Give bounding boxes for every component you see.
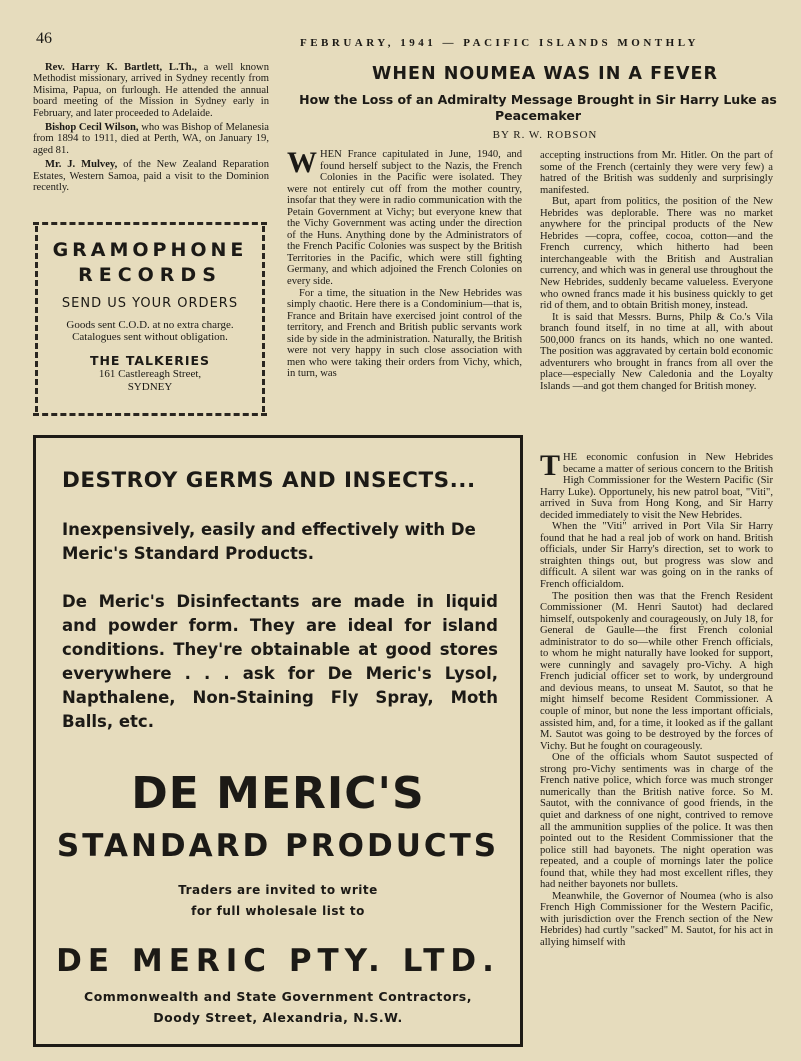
- ad-tagline: SEND US YOUR ORDERS: [61, 296, 239, 311]
- article-column-2: [540, 150, 773, 392]
- article-title: WHEN NOUMEA WAS IN A FEVER: [372, 64, 718, 84]
- ad-border-left: [35, 226, 38, 412]
- ad-headline: RECORDS: [78, 264, 222, 286]
- news-item-name: Bishop Cecil Wilson,: [45, 122, 139, 134]
- article-paragraph: WHEN France capitulated in June, 1940, and found herself subject to the Nazis, the French Colonies in the Pacific were isolated. They were not entirely cut off from the mother country, insofar that they were in radio communication with the Petain Government at Vichy; but everyone knew that the Vichy Government was acting under the direction of the Huns. Anything done by the Administrators of the French Pacific Colonies was suspect by the British Territories in the Pacific, which were still fighting Germany, and which adjoined the French Colonies on every side.: [287, 146, 522, 288]
- ad-trade-line: for full wholesale list to: [191, 904, 365, 918]
- ad-trade-line: Traders are invited to write: [178, 883, 378, 897]
- ad-company: DE MERIC PTY. LTD.: [56, 943, 500, 979]
- ad-trade-note: [36, 880, 520, 922]
- ad-body: Inexpensively, easily and effectively with De Meric's Standard Products.: [62, 520, 476, 563]
- gramophone-ad: [33, 218, 267, 420]
- article-paragraph: When the "Viti" arrived in Port Vila Sir Harry found that he had a real job of work on hand. British officials, under Sir Harry's direction, set to work to straighten things out, but progress was slow and difficult. A silent war was going on in the ranks of French officialdom.: [540, 521, 773, 591]
- news-item-text: who was Bishop of Melanesia from 1894 to 1911, died at Perth, WA, on January 19, aged 81.: [33, 122, 269, 156]
- demeric-ad: [33, 435, 523, 1047]
- article-paragraph: The position then was that the French Resident Commissioner (M. Henri Sautot) had declared himself, outspokenly and courageously, on July 18, for General de Gaulle—the first French colonial administrator to do so—while other French officials, to whom he might naturally have looked for support, were cunningly and savagely pro-Vichy. A high French judicial officer set to work, by underground and devious means, to unseat M. Sautot, so that he might himself become Resident Commissioner. A couple of minor, but none the less important officials, assisted him, and, for a time, it looked as if the gallant M. Sautot was going to be destroyed by the forces of Vichy. But he fought on courageously.: [540, 590, 773, 752]
- article-paragraph: But, apart from politics, the position of the New Hebrides was deplorable. There was no market anywhere for the principal products of the New Hebrides —copra, coffee, cocoa, cotton—and the French currency, which hitherto had been interchangeable with the British and Australian currency, and which was in general use throughout the New Hebrides, suddenly became valueless. Everyone who owned francs made it his business quickly to get rid of them, and to obtain British money, instead.: [540, 196, 773, 312]
- drop-cap: T: [540, 449, 561, 482]
- ad-brand: DE MERIC'S: [131, 768, 425, 819]
- ad-border-right: [262, 226, 265, 412]
- news-item-name: Mr. J. Mulvey,: [45, 159, 118, 171]
- news-item-text: a well known Methodist missionary, arrived in Sydney recently from Misima, Papua, on furlough. He attended the annual board meeting of the Mission in Sydney early in February, and later proceeded to Adelaide.: [33, 62, 269, 119]
- ad-footer: [36, 986, 520, 1028]
- ad-border-top: [33, 222, 267, 225]
- article-column-1: [287, 146, 522, 380]
- news-item: [33, 122, 269, 156]
- news-item: [33, 159, 269, 193]
- article-paragraph: accepting instructions from Mr. Hitler. On the part of some of the French (certainly they were very few) a hatred of the British was suddenly and surprisingly manifested.: [540, 150, 773, 196]
- ad-body: De Meric's Disinfectants are made in liquid and powder form. They are ideal for island conditions. They're obtainable at good stores everywhere . . . ask for De Meric's Lysol, Napthalene, Non-Staining Fly Spray, Moth Balls, etc.: [62, 592, 498, 731]
- article-paragraph: It is said that Messrs. Burns, Philp & Co.'s Vila branch found itself, in no time at all, with about 500,000 francs on its hands, which no one wanted. The position was aggravated by certain bold economic adventurers who brought in francs from all over the place—especially New Caledonia and the Loyalty Islands —and got them changed for British money.: [540, 311, 773, 392]
- drop-cap: W: [287, 146, 317, 179]
- ad-address: 161 Castlereagh Street,: [98, 368, 202, 380]
- news-item: [33, 62, 269, 119]
- gramophone-ad-content: [43, 238, 257, 394]
- ad-company: THE TALKERIES: [89, 353, 211, 368]
- article-paragraph: THE economic confusion in New Hebrides became a matter of serious concern to the British High Commissioner for the Western Pacific (Sir Harry Luke). Opportunely, his new patrol boat, "Viti", arrived in Suva from Hong Kong, and Sir Harry decided immediately to visit the New Hebrides.: [540, 449, 773, 521]
- article-column-3: [540, 449, 773, 949]
- ad-border-bottom: [33, 413, 267, 416]
- news-item-name: Rev. Harry K. Bartlett, L.Th.,: [45, 62, 197, 73]
- ad-footer-line: Doody Street, Alexandria, N.S.W.: [153, 1010, 403, 1025]
- article-paragraph: One of the officials whom Sautot suspected of strong pro-Vichy sentiments was in charge of the French native police, which force was much stronger numerically than the British native force. So M. Sautot, with the connivance of good friends, in the quiet and darkness of one night, contrived to remove all the ammunition supplies of the police. It was then pointed out to the Resident Commissioner that the police still had bayonets. The night operation was repeated, and a couple of mornings later the police found that, while they had most excellent rifles, they had neither bayonets nor bullets.: [540, 752, 773, 891]
- ad-products: STANDARD PRODUCTS: [56, 828, 500, 864]
- ad-footer-line: Commonwealth and State Government Contractors,: [84, 989, 472, 1004]
- news-column: [33, 62, 269, 196]
- article-subtitle: How the Loss of an Admiralty Message Brought in Sir Harry Luke as Peacemaker: [299, 92, 777, 123]
- article-paragraph: Meanwhile, the Governor of Noumea (who is also French High Commissioner for the Western Pacific, with jurisdiction over the French section of the New Hebrides) had curtly "sacked" M. Sautot, for his act in allying himself with: [540, 890, 773, 948]
- article-paragraph: For a time, the situation in the New Hebrides was simply chaotic. Here there is a Condominium—that is, France and Britain have exercised joint control of the territory, and French and British public servants work side by side in the administration. Naturally, the British were not very happy in such close association with men who were taking their orders from Vichy, which, in turn, was: [287, 287, 522, 380]
- ad-city: SYDNEY: [127, 381, 173, 393]
- running-head: FEBRUARY, 1941 — PACIFIC ISLANDS MONTHLY: [300, 37, 699, 49]
- news-item-text: of the New Zealand Reparation Estates, Western Samoa, paid a visit to the Dominion recently.: [33, 159, 269, 194]
- article-byline: BY R. W. ROBSON: [492, 129, 598, 141]
- ad-text: Catalogues sent without obligation.: [72, 331, 228, 343]
- ad-text: Goods sent C.O.D. at no extra charge.: [66, 319, 234, 331]
- ad-headline: DESTROY GERMS AND INSECTS...: [62, 468, 476, 493]
- ad-headline: GRAMOPHONE: [52, 239, 248, 261]
- page-number: 46: [36, 30, 52, 47]
